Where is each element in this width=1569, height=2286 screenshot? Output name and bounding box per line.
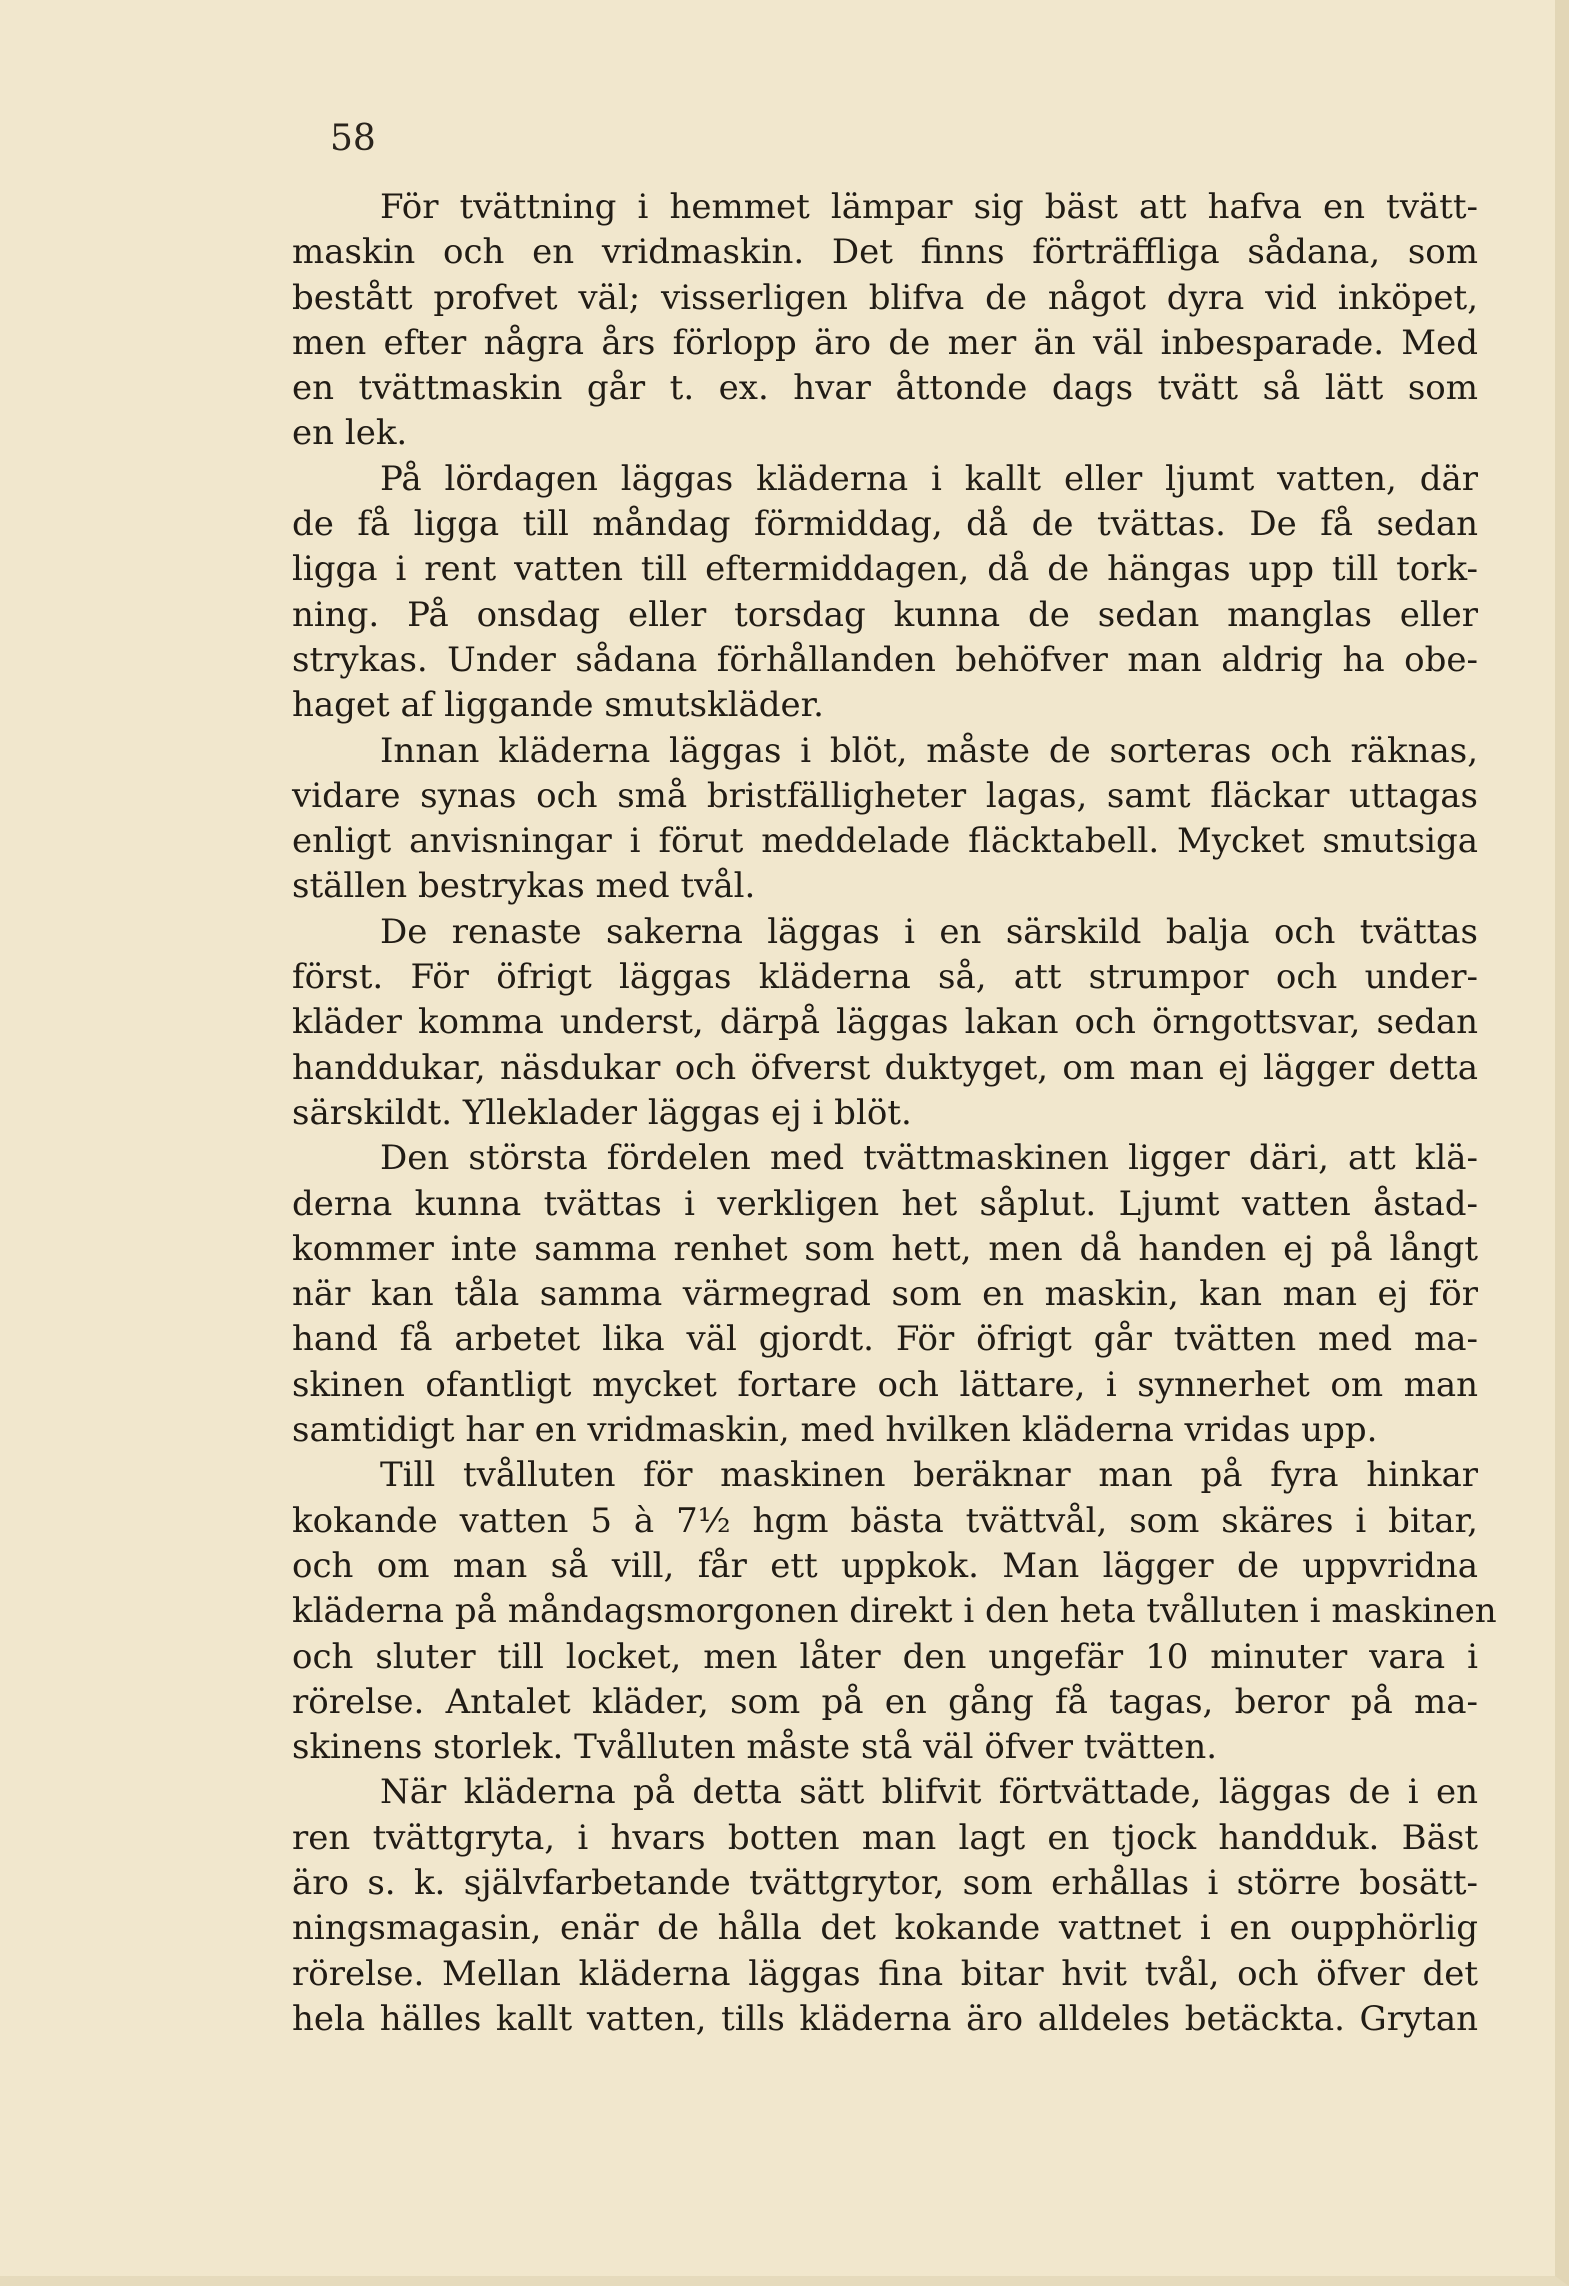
text-line: och sluter till locket, men låter den ungefär 10 minuter vara i — [292, 1636, 1478, 1677]
text-line: rörelse. Mellan kläderna läggas fina bitar hvit tvål, och öfver det — [292, 1953, 1478, 1994]
page-number: 58 — [330, 118, 376, 159]
text-line: först. För öfrigt läggas kläderna så, att strumpor och under- — [292, 957, 1478, 998]
text-line: kläderna på måndagsmorgonen direkt i den heta tvålluten i maskinen — [292, 1591, 1497, 1632]
text-line: kommer inte samma renhet som hett, men då handen ej på långt — [292, 1228, 1478, 1269]
text-line: ligga i rent vatten till eftermiddagen, då de hängas upp till tork- — [292, 549, 1478, 590]
text-line: derna kunna tvättas i verkligen het såplut. Ljumt vatten åstad- — [292, 1183, 1478, 1224]
paragraph-7 — [292, 1770, 1478, 2042]
text-line: äro s. k. självfarbetande tvättgrytor, som erhållas i större bosätt- — [292, 1862, 1478, 1903]
text-line: skinens storlek. Tvålluten måste stå väl öfver tvätten. — [292, 1727, 1218, 1768]
text-line: rörelse. Antalet kläder, som på en gång få tagas, beror på ma- — [292, 1681, 1478, 1722]
text-line: ning. På onsdag eller torsdag kunna de sedan manglas eller — [292, 594, 1478, 635]
text-line: hand få arbetet lika väl gjordt. För öfrigt går tvätten med ma- — [292, 1319, 1478, 1360]
body-text — [292, 185, 1497, 2042]
text-line: För tvättning i hemmet lämpar sig bäst att hafva en tvätt- — [380, 187, 1478, 227]
text-line: när kan tåla samma värmegrad som en maskin, kan man ej för — [292, 1274, 1478, 1315]
paragraph-4 — [292, 910, 1478, 1136]
text-line: ren tvättgryta, i hvars botten man lagt en tjock handduk. Bäst — [292, 1817, 1478, 1858]
text-line: särskildt. Ylleklader läggas ej i blöt. — [292, 1092, 912, 1133]
text-line: men efter några års förlopp äro de mer än väl inbesparade. Med — [292, 322, 1478, 363]
text-line: På lördagen läggas kläderna i kallt eller ljumt vatten, där — [380, 458, 1478, 499]
text-line: en tvättmaskin går t. ex. hvar åttonde dags tvätt så lätt som — [292, 368, 1478, 409]
paragraph-1 — [292, 185, 1478, 457]
text-line: vidare synas och små bristfälligheter lagas, samt fläckar uttagas — [292, 775, 1478, 816]
text-line: och om man så vill, får ett uppkok. Man lägger de uppvridna — [292, 1545, 1478, 1586]
text-line: Till tvålluten för maskinen beräknar man på fyra hinkar — [380, 1455, 1478, 1496]
text-line: samtidigt har en vridmaskin, med hvilken kläderna vridas upp. — [292, 1410, 1378, 1451]
text-line: strykas. Under sådana förhållanden behöfver man aldrig ha obe- — [292, 639, 1478, 680]
text-line: Innan kläderna läggas i blöt, måste de sorteras och räknas, — [380, 730, 1478, 771]
text-line: ningsmagasin, enär de hålla det kokande vattnet i en oupphörlig — [292, 1908, 1478, 1949]
text-line: skinen ofantligt mycket fortare och lättare, i synnerhet om man — [292, 1364, 1478, 1405]
text-line: de få ligga till måndag förmiddag, då de tvättas. De få sedan — [292, 504, 1478, 545]
text-line: De renaste sakerna läggas i en särskild balja och tvättas — [380, 911, 1478, 952]
paragraph-2 — [292, 457, 1478, 729]
text-line: enligt anvisningar i förut meddelade fläcktabell. Mycket smutsiga — [292, 821, 1478, 862]
paragraph-6 — [292, 1453, 1497, 1770]
text-line: haget af liggande smutskläder. — [292, 685, 824, 726]
text-line: hela hälles kallt vatten, tills kläderna äro alldeles betäckta. Grytan — [292, 1998, 1478, 2039]
text-line: maskin och en vridmaskin. Det finns förträffliga sådana, som — [292, 232, 1478, 273]
paragraph-5 — [292, 1136, 1478, 1453]
text-line: Den största fördelen med tvättmaskinen ligger däri, att klä- — [380, 1138, 1478, 1179]
text-line: bestått profvet väl; visserligen blifva de något dyra vid inköpet, — [292, 277, 1478, 318]
text-line: När kläderna på detta sätt blifvit förtvättade, läggas de i en — [380, 1772, 1478, 1813]
text-line: kläder komma underst, därpå läggas lakan och örngottsvar, sedan — [292, 1002, 1478, 1043]
text-line: ställen bestrykas med tvål. — [292, 866, 756, 907]
text-line: handdukar, näsdukar och öfverst duktyget, om man ej lägger detta — [292, 1047, 1478, 1088]
text-line: en lek. — [292, 413, 408, 454]
paragraph-3 — [292, 729, 1478, 910]
text-line: kokande vatten 5 à 7½ hgm bästa tvättvål, som skäres i bitar, — [292, 1500, 1478, 1541]
